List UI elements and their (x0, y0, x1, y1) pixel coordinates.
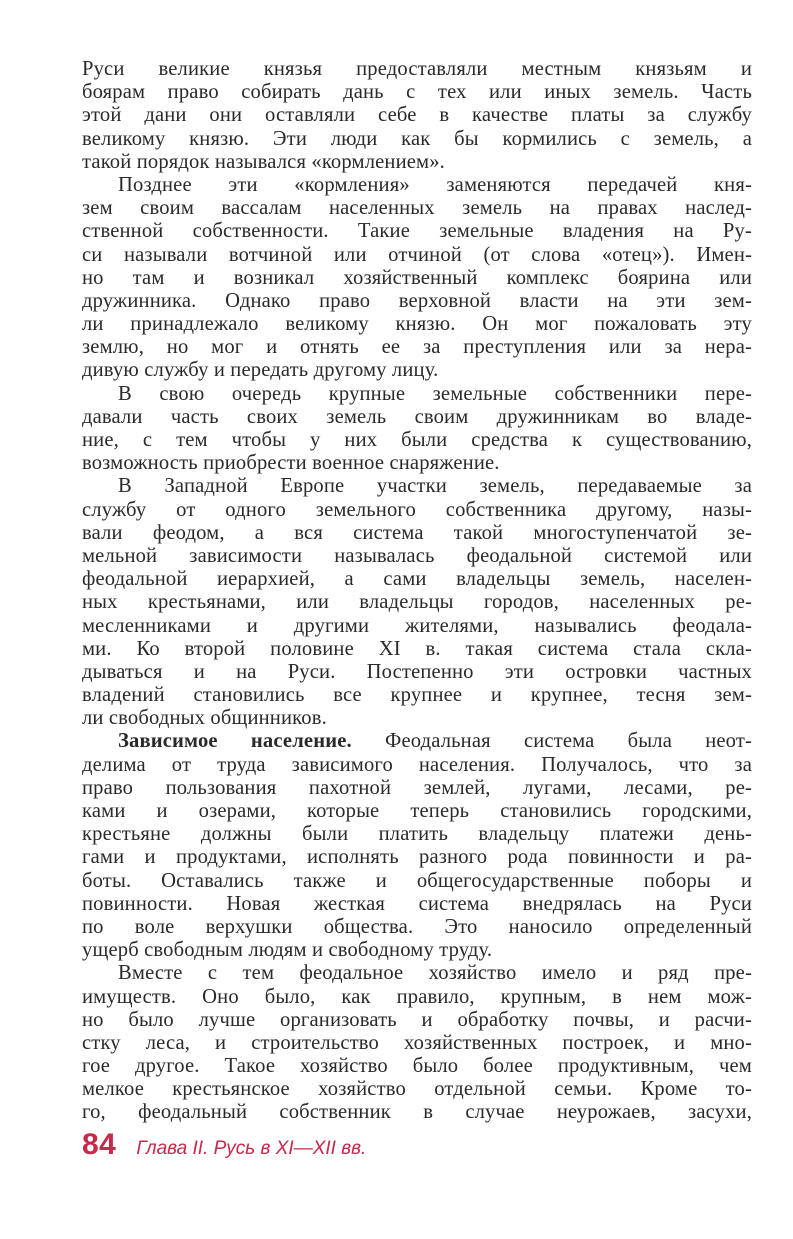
text-line: возможность приобрести военное снаряжение. (82, 452, 500, 475)
text-line: мелкое крестьянское хозяйство отдельной семьи. Кроме то- (82, 1078, 752, 1101)
text-line: феодальной иерархией, а сами владельцы земель, населен- (82, 568, 752, 591)
text-line: повинности. Новая жесткая система внедрялась на Руси (82, 892, 752, 915)
text-line: В Западной Европе участки земель, передаваемые за (118, 475, 752, 498)
paragraph (82, 383, 752, 476)
text-line: но там и возникал хозяйственный комплекс боярина или (82, 266, 752, 289)
chapter-title: Глава II. Русь в XI—XII вв. (136, 1138, 367, 1159)
paragraph (82, 174, 752, 383)
text-line: но было лучше организовать и обработку почвы, и расчи- (82, 1008, 752, 1031)
text-line: зем своим вассалам населенных земель на правах наслед- (82, 197, 752, 220)
page-footer (82, 1128, 366, 1168)
text-line: стку леса, и строительство хозяйственных построек, и мно- (82, 1031, 752, 1054)
text-line: В свою очередь крупные земельные собственники пере- (118, 382, 752, 405)
text-line: ущерб свободным людям и свободному труду. (82, 939, 493, 962)
page-body (82, 58, 752, 1125)
paragraph (82, 58, 752, 174)
text-line: ных крестьянами, или владельцы городов, населенных ре- (82, 591, 752, 614)
text-line: по воле верхушки общества. Это наносило определенный (82, 915, 752, 938)
text-line: давали часть своих земель своим дружинникам во владе- (82, 405, 752, 428)
text-line: ли принадлежало великому князю. Он мог пожаловать эту (82, 313, 752, 336)
text-line (82, 730, 752, 753)
text-line: боярам право собирать дань с тех или иных земель. Часть (82, 81, 752, 104)
page-number: 84 (82, 1128, 117, 1161)
text-line: этой дани они оставляли себе в качестве платы за службу (82, 104, 752, 127)
text-line: владений становились все крупнее и крупнее, тесня зем- (82, 684, 752, 707)
text-line: гами и продуктами, исполнять разного рода повинности и ра- (82, 846, 752, 869)
text-line: имуществ. Оно было, как правило, крупным, в нем мож- (82, 985, 752, 1008)
text-line: боты. Оставались также и общегосударственные поборы и (82, 869, 752, 892)
text-line: службу от одного земельного собственника другому, назы- (82, 498, 752, 521)
text-line: го, феодальный собственник в случае неурожаев, засухи, (82, 1101, 752, 1124)
text-line: си называли вотчиной или отчиной (от слова «отец»). Имен- (82, 243, 752, 266)
paragraph (82, 730, 752, 962)
text-line: гое другое. Такое хозяйство было более продуктивным, чем (82, 1055, 752, 1078)
text-line: месленниками и другими жителями, назывались феодала- (82, 614, 752, 637)
text-line: Позднее эти «кормления» заменяются передачей кня- (118, 173, 752, 196)
text-line: вали феодом, а вся система такой многоступенчатой зе- (82, 521, 752, 544)
text-line: ли свободных общинников. (82, 707, 327, 730)
text-line: Вместе с тем феодальное хозяйство имело и ряд пре- (118, 962, 752, 985)
text-line: великому князю. Эти люди как бы кормились с земель, а (82, 127, 752, 150)
text-line: делима от труда зависимого населения. Получалось, что за (82, 753, 752, 776)
text-line: дружинника. Однако право верховной власти на эти зем- (82, 289, 752, 312)
text-line: ственной собственности. Такие земельные владения на Ру- (82, 220, 752, 243)
text-line: право пользования пахотной землей, лугами, лесами, ре- (82, 776, 752, 799)
text-line: Руси великие князья предоставляли местным князьям и (82, 58, 752, 80)
text-line: крестьяне должны были платить владельцу платежи день- (82, 823, 752, 846)
paragraph (82, 475, 752, 730)
text-line: ками и озерами, которые теперь становились городскими, (82, 800, 752, 822)
text-line: дивую службу и передать другому лицу. (82, 359, 439, 382)
text-line: такой порядок назывался «кормлением». (82, 150, 445, 173)
text-line: дываться и на Руси. Постепенно эти островки частных (82, 660, 752, 683)
text-line: землю, но мог и отнять ее за преступления или за нера- (82, 336, 752, 359)
paragraph (82, 962, 752, 1124)
text-line: ми. Ко второй половине XI в. такая система стала скла- (82, 637, 752, 660)
text-line: мельной зависимости называлась феодальной системой или (82, 544, 752, 567)
text-line: ние, с тем чтобы у них были средства к существованию, (82, 429, 752, 451)
section-heading: Зависимое население. (118, 730, 352, 753)
text-run: Феодальная система была неот- (351, 730, 752, 753)
